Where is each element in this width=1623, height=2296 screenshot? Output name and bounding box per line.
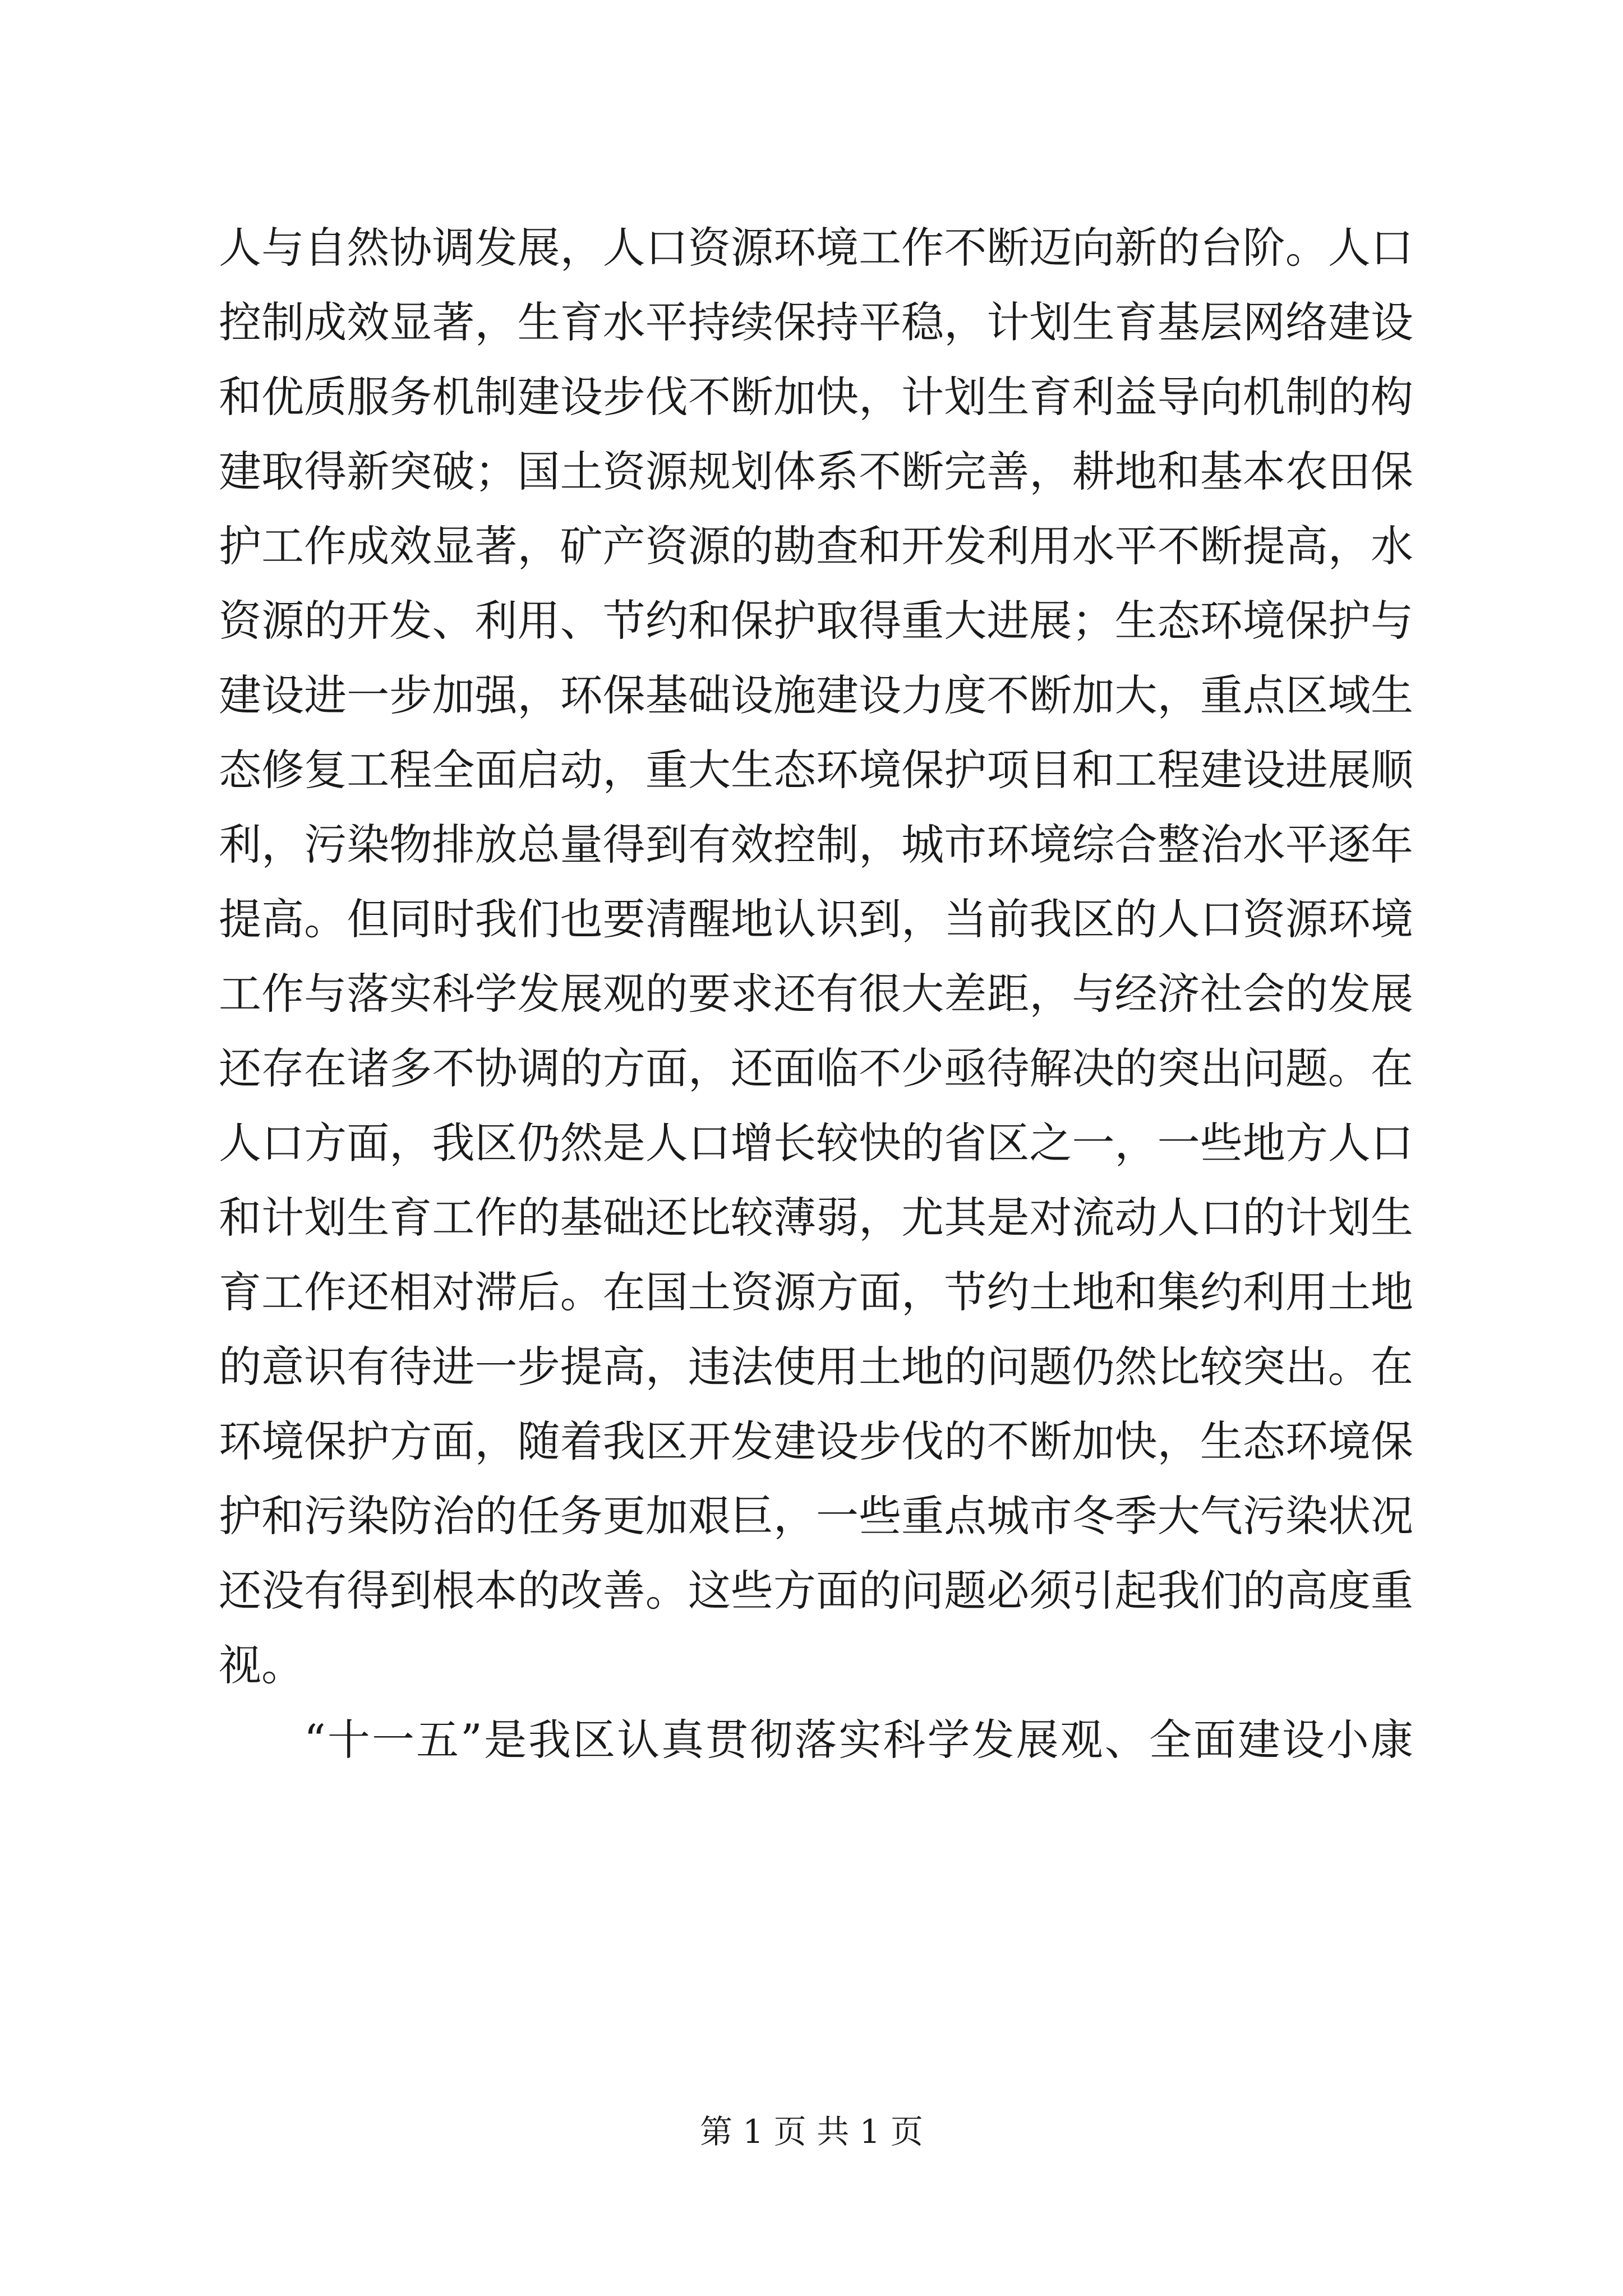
text-line: 提高。但同时我们也要清醒地认识到，当前我区的人口资源环境 [219, 894, 1413, 944]
text-line: 护和污染防治的任务更加艰巨，一些重点城市冬季大气污染状况 [219, 1491, 1413, 1541]
text-line: 和计划生育工作的基础还比较薄弱，尤其是对流动人口的计划生 [219, 1193, 1413, 1243]
text-line: 还没有得到根本的改善。这些方面的问题必须引起我们的高度重 [219, 1566, 1413, 1616]
text-line: 资源的开发、利用、节约和保护取得重大进展；生态环境保护与 [219, 596, 1413, 646]
text-line: 人与自然协调发展，人口资源环境工作不断迈向新的台阶。人口 [219, 223, 1413, 273]
text-line: 还存在诸多不协调的方面，还面临不少亟待解决的突出问题。在 [219, 1043, 1413, 1093]
page-footer [0, 2109, 1623, 2154]
body-text [219, 210, 1413, 1777]
text-line: 利，污染物排放总量得到有效控制，城市环境综合整治水平逐年 [219, 820, 1413, 869]
text-line: 态修复工程全面启动，重大生态环境保护项目和工程建设进展顺 [219, 745, 1413, 795]
text-line: 建设进一步加强，环保基础设施建设力度不断加大，重点区域生 [219, 670, 1413, 720]
text-line: 控制成效显著，生育水平持续保持平稳，计划生育基层网络建设 [219, 297, 1413, 347]
text-line: 视。 [219, 1640, 304, 1690]
text-line: 建取得新突破；国土资源规划体系不断完善，耕地和基本农田保 [219, 447, 1413, 496]
text-line: 护工作成效显著，矿产资源的勘查和开发利用水平不断提高，水 [219, 521, 1413, 571]
text-line: 和优质服务机制建设步伐不断加快，计划生育利益导向机制的构 [219, 372, 1413, 422]
text-line: 环境保护方面，随着我区开发建设步伐的不断加快，生态环境保 [219, 1416, 1413, 1466]
text-line: 的意识有待进一步提高，违法使用土地的问题仍然比较突出。在 [219, 1342, 1413, 1392]
page-number-label: 第 1 页 共 1 页 [700, 2113, 923, 2151]
text-line: 育工作还相对滞后。在国土资源方面，节约土地和集约利用土地 [219, 1267, 1413, 1317]
paragraph-2-first-line: “十一五”是我区认真贯彻落实科学发展观、全面建设小康 [304, 1715, 1413, 1765]
text-line: 人口方面，我区仍然是人口增长较快的省区之一，一些地方人口 [219, 1118, 1413, 1168]
text-line: 工作与落实科学发展观的要求还有很大差距，与经济社会的发展 [219, 969, 1413, 1019]
